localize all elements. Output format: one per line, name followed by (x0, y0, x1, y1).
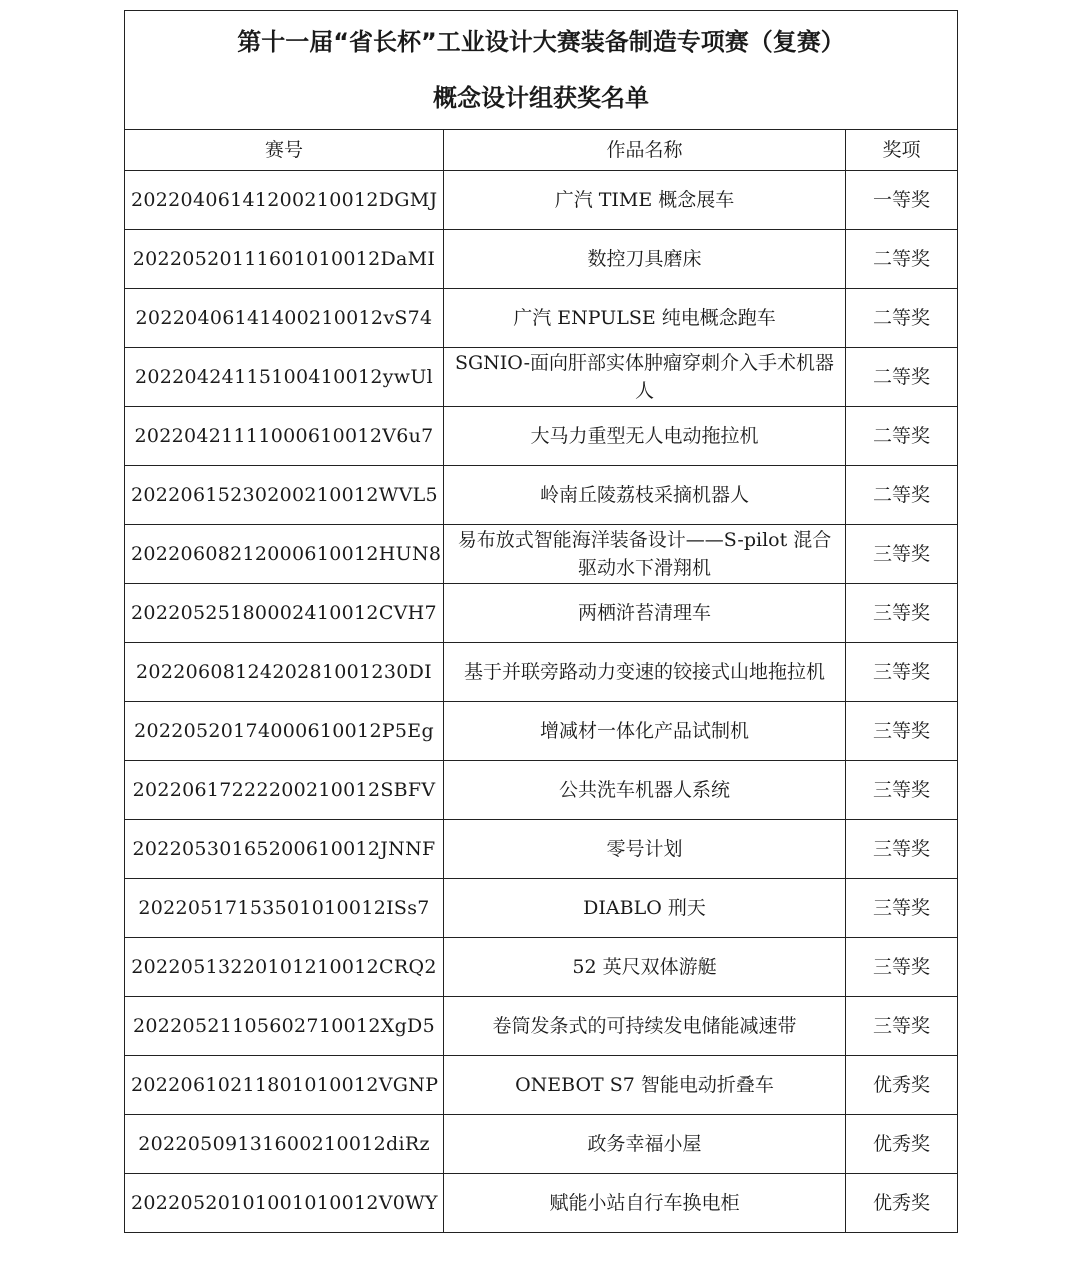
work-name-cell: 基于并联旁路动力变速的铰接式山地拖拉机 (444, 643, 846, 702)
table-row (125, 1056, 958, 1115)
entry-id-cell: 20220406141400210012vS74 (125, 289, 444, 348)
entry-id-cell: 20220424115100410012ywUl (125, 348, 444, 407)
award-cell: 优秀奖 (846, 1056, 958, 1115)
entry-id-cell: 20220530165200610012JNNF (125, 820, 444, 879)
award-cell: 三等奖 (846, 879, 958, 938)
table-row (125, 1174, 958, 1233)
entry-id-cell: 20220421111000610012V6u7 (125, 407, 444, 466)
work-name-cell: 赋能小站自行车换电柜 (444, 1174, 846, 1233)
award-cell: 二等奖 (846, 348, 958, 407)
work-name-cell: 零号计划 (444, 820, 846, 879)
table-row (125, 1115, 958, 1174)
table-row (125, 761, 958, 820)
entry-id-cell: 2022060812420281001230DI (125, 643, 444, 702)
award-cell: 三等奖 (846, 820, 958, 879)
table-row (125, 702, 958, 761)
work-name-cell: 数控刀具磨床 (444, 230, 846, 289)
award-cell: 优秀奖 (846, 1115, 958, 1174)
table-row (125, 407, 958, 466)
table-row (125, 525, 958, 584)
table-row (125, 879, 958, 938)
work-name-cell: 易布放式智能海洋装备设计——S-pilot 混合驱动水下滑翔机 (444, 525, 846, 584)
work-name-cell: 广汽 ENPULSE 纯电概念跑车 (444, 289, 846, 348)
entry-id-cell: 20220525180002410012CVH7 (125, 584, 444, 643)
header-row (125, 130, 958, 171)
award-cell: 二等奖 (846, 466, 958, 525)
work-name-cell: 增减材一体化产品试制机 (444, 702, 846, 761)
table-row (125, 230, 958, 289)
award-cell: 三等奖 (846, 584, 958, 643)
award-cell: 一等奖 (846, 171, 958, 230)
award-cell: 三等奖 (846, 761, 958, 820)
entry-id-cell: 20220520174000610012P5Eg (125, 702, 444, 761)
award-cell: 二等奖 (846, 407, 958, 466)
award-cell: 二等奖 (846, 289, 958, 348)
work-name-cell: 52 英尺双体游艇 (444, 938, 846, 997)
entry-id-cell: 20220521105602710012XgD5 (125, 997, 444, 1056)
entry-id-cell: 20220406141200210012DGMJ (125, 171, 444, 230)
title-row (125, 11, 958, 130)
table-row (125, 584, 958, 643)
entry-id-cell: 20220608212000610012HUN8 (125, 525, 444, 584)
work-name-cell: 岭南丘陵荔枝采摘机器人 (444, 466, 846, 525)
table-row (125, 938, 958, 997)
award-cell: 三等奖 (846, 643, 958, 702)
work-name-cell: 两栖浒苔清理车 (444, 584, 846, 643)
work-name-cell: 公共洗车机器人系统 (444, 761, 846, 820)
work-name-cell: 政务幸福小屋 (444, 1115, 846, 1174)
award-cell: 三等奖 (846, 938, 958, 997)
table-row (125, 171, 958, 230)
entry-id-cell: 20220615230200210012WVL5 (125, 466, 444, 525)
work-name-cell: SGNIO-面向肝部实体肿瘤穿刺介入手术机器人 (444, 348, 846, 407)
award-cell: 二等奖 (846, 230, 958, 289)
table-row (125, 348, 958, 407)
table-row (125, 466, 958, 525)
title-line-2: 概念设计组获奖名单 (433, 84, 649, 112)
entry-id-cell: 20220520101001010012V0WY (125, 1174, 444, 1233)
title-line-1: 第十一届“省长杯”工业设计大赛装备制造专项赛（复赛） (237, 28, 845, 56)
work-name-cell: ONEBOT S7 智能电动折叠车 (444, 1056, 846, 1115)
table-row (125, 289, 958, 348)
entry-id-cell: 20220610211801010012VGNP (125, 1056, 444, 1115)
entry-id-cell: 20220509131600210012diRz (125, 1115, 444, 1174)
table-row (125, 643, 958, 702)
header-award: 奖项 (846, 130, 958, 171)
work-name-cell: 卷筒发条式的可持续发电储能减速带 (444, 997, 846, 1056)
work-name-cell: 广汽 TIME 概念展车 (444, 171, 846, 230)
entry-id-cell: 20220513220101210012CRQ2 (125, 938, 444, 997)
award-cell: 三等奖 (846, 525, 958, 584)
table-row (125, 820, 958, 879)
document-title (125, 11, 958, 130)
entry-id-cell: 20220517153501010012ISs7 (125, 879, 444, 938)
entry-id-cell: 20220617222200210012SBFV (125, 761, 444, 820)
award-list-table (124, 10, 958, 1233)
award-cell: 三等奖 (846, 702, 958, 761)
work-name-cell: 大马力重型无人电动拖拉机 (444, 407, 846, 466)
award-cell: 三等奖 (846, 997, 958, 1056)
header-name: 作品名称 (444, 130, 846, 171)
table-row (125, 997, 958, 1056)
award-cell: 优秀奖 (846, 1174, 958, 1233)
work-name-cell: DIABLO 刑天 (444, 879, 846, 938)
entry-id-cell: 20220520111601010012DaMI (125, 230, 444, 289)
header-id: 赛号 (125, 130, 444, 171)
